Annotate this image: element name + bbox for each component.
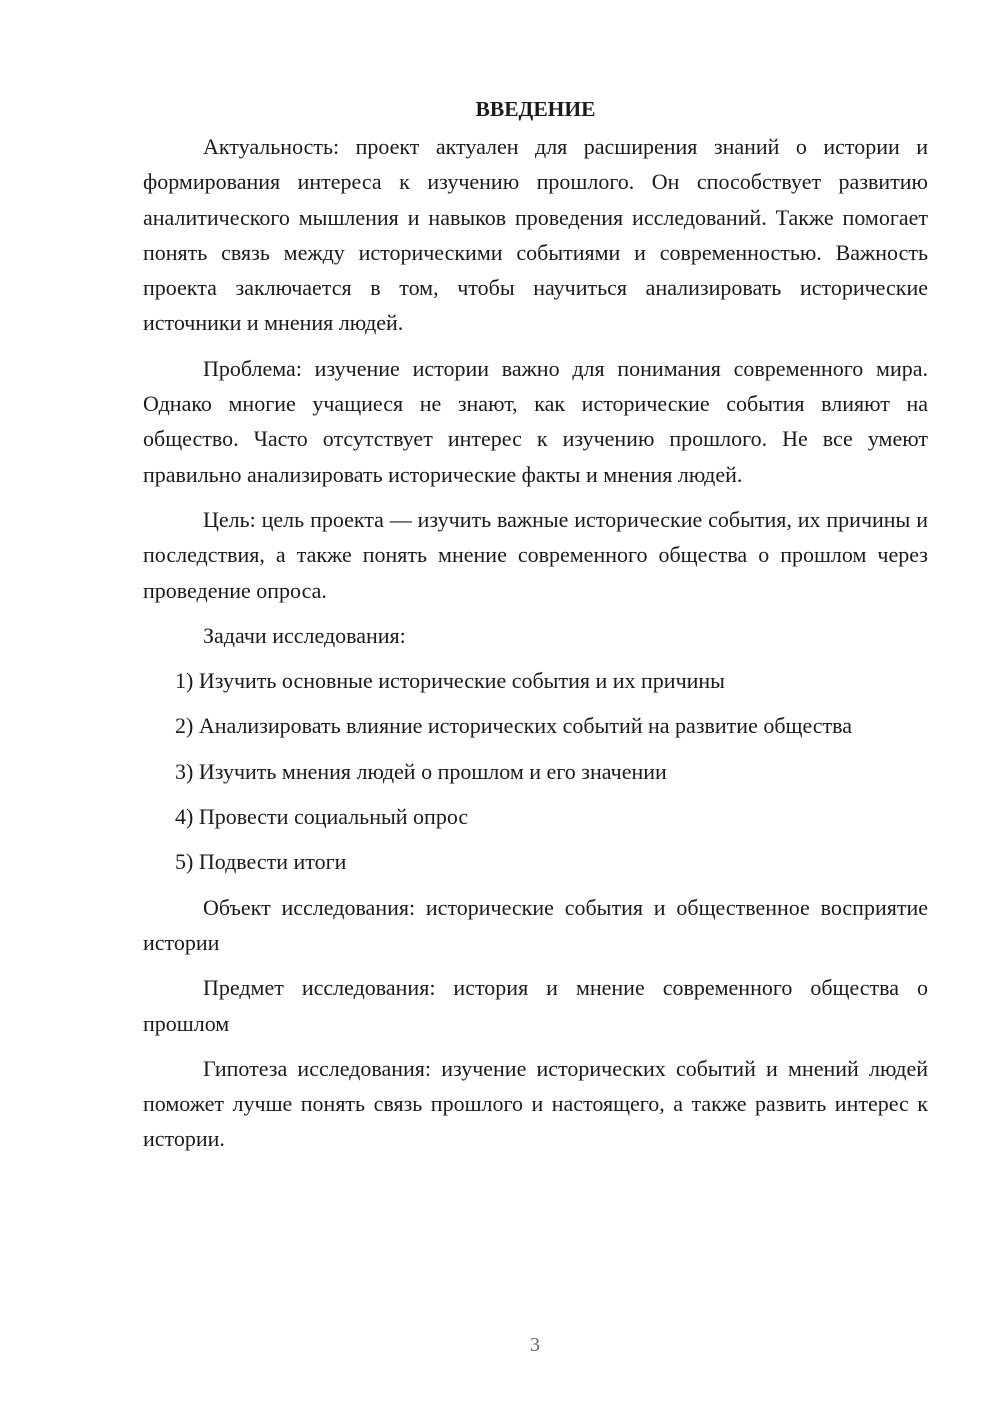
task-item-3: 3) Изучить мнения людей о прошлом и его значении (175, 758, 667, 784)
task-item-4: 4) Провести социальный опрос (175, 804, 469, 830)
task-item-2: 2) Анализировать влияние исторических событий на развитие общества (175, 713, 853, 739)
page-number: 3 (530, 1334, 540, 1356)
paragraph-hypothesis: Гипотеза исследования: изучение исторических событий и мнений людей поможет лучше понять связь прошлого и настоящего, а также развить интерес к истории. (143, 1055, 928, 1152)
paragraph-relevance: Актуальность: проект актуален для расширения знаний о истории и формирования интереса к изучению прошлого. Он способствует развитию аналитического мышления и навыков проведения исследований. Также помогает понять связь между историческими событиями и современностью. Важность проекта заключается в том, чтобы научиться анализировать исторические источники и мнения людей. (143, 134, 928, 336)
paragraph-tasks-heading: Задачи исследования: (203, 622, 406, 648)
document-title: ВВЕДЕНИЕ (475, 97, 596, 121)
paragraph-subject: Предмет исследования: история и мнение современного общества о прошлом (143, 975, 928, 1036)
document-page (143, 92, 928, 1167)
paragraph-goal: Цель: цель проекта — изучить важные исторические события, их причины и последствия, а также понять мнение современного общества о прошлом через проведение опроса. (143, 506, 928, 603)
task-item-5: 5) Подвести итоги (175, 849, 347, 875)
paragraph-problem: Проблема: изучение истории важно для понимания современного мира. Однако многие учащиеся не знают, как исторические события влияют на общество. Часто отсутствует интерес к изучению прошлого. Не все умеют правильно анализировать исторические факты и мнения людей. (143, 355, 928, 487)
task-item-1: 1) Изучить основные исторические события и их причины (175, 668, 725, 694)
paragraph-object: Объект исследования: исторические события и общественное восприятие истории (143, 894, 928, 955)
